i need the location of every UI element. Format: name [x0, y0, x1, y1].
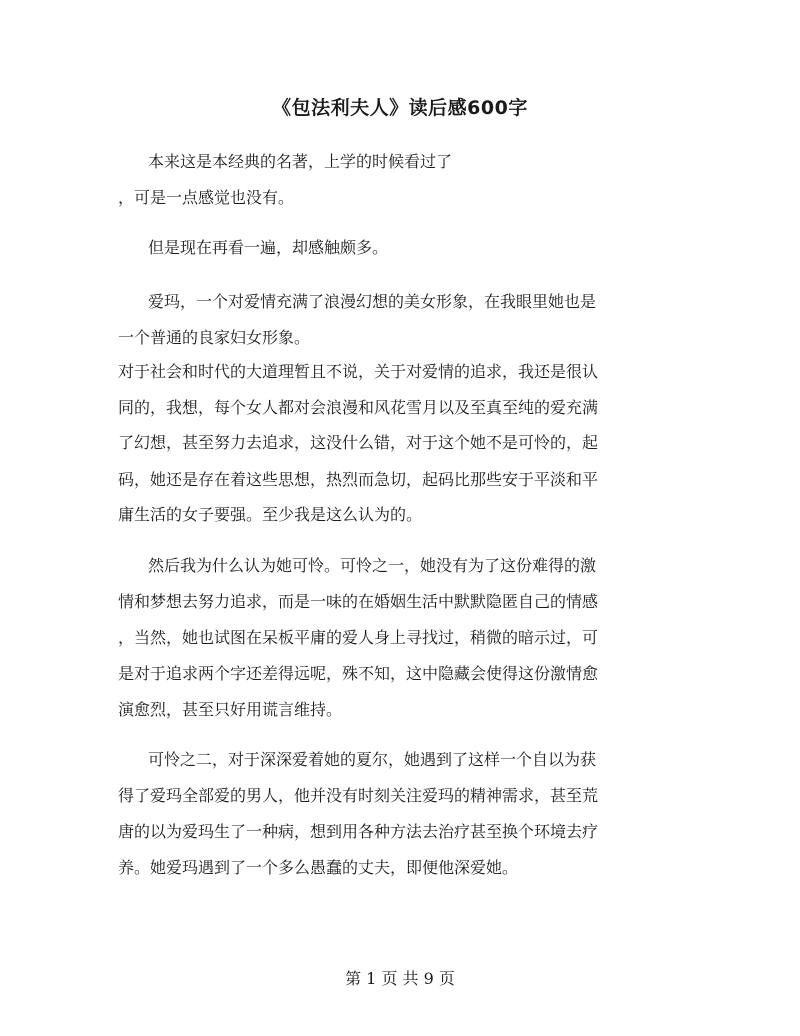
text-line: 得了爱玛全部爱的男人，他并没有时刻关注爱玛的精神需求，甚至荒: [118, 786, 599, 805]
text-line: 同的，我想，每个女人都对会浪漫和风花雪月以及至真至纯的爱充满: [118, 398, 599, 417]
page-title: 《包法利夫人》读后感600字: [272, 97, 528, 119]
text-line: 演愈烈，甚至只好用谎言维持。: [118, 700, 343, 719]
text-line: 爱玛，一个对爱情充满了浪漫幻想的美女形象，在我眼里她也是: [148, 292, 597, 311]
text-line: 庸生活的女子要强。至少我是这么认为的。: [118, 505, 423, 524]
text-line: ，当然，她也试图在呆板平庸的爱人身上寻找过，稍微的暗示过，可: [118, 628, 599, 647]
text-line: ，可是一点感觉也没有。: [118, 188, 295, 207]
text-line: 可怜之二，对于深深爱着她的夏尔，她遇到了这样一个自以为获: [148, 750, 597, 769]
text-line: 一个普通的良家妇女形象。: [118, 328, 311, 347]
text-line: 养。她爱玛遇到了一个多么愚蠢的丈夫，即便他深爱她。: [118, 858, 519, 877]
text-line: 唐的以为爱玛生了一种病，想到用各种方法去治疗甚至换个环境去疗: [118, 822, 599, 841]
text-line: 码，她还是存在着这些思想，热烈而急切，起码比那些安于平淡和平: [118, 470, 599, 489]
text-line: 然后我为什么认为她可怜。可怜之一，她没有为了这份难得的激: [148, 556, 597, 575]
text-line: 了幻想，甚至努力去追求，这没什么错，对于这个她不是可怜的，起: [118, 433, 599, 452]
text-line: 但是现在再看一遍，却感触颇多。: [148, 238, 389, 257]
page-number: 第 1 页 共 9 页: [345, 969, 455, 988]
text-line: 情和梦想去努力追求，而是一味的在婚姻生活中默默隐匿自己的情感: [118, 592, 599, 611]
text-line: 是对于追求两个字还差得远呢，殊不知，这中隐藏会使得这份激情愈: [118, 664, 599, 683]
text-line: 本来这是本经典的名著，上学的时候看过了: [148, 152, 453, 171]
text-line: 对于社会和时代的大道理暂且不说，关于对爱情的追求，我还是很认: [118, 362, 599, 381]
